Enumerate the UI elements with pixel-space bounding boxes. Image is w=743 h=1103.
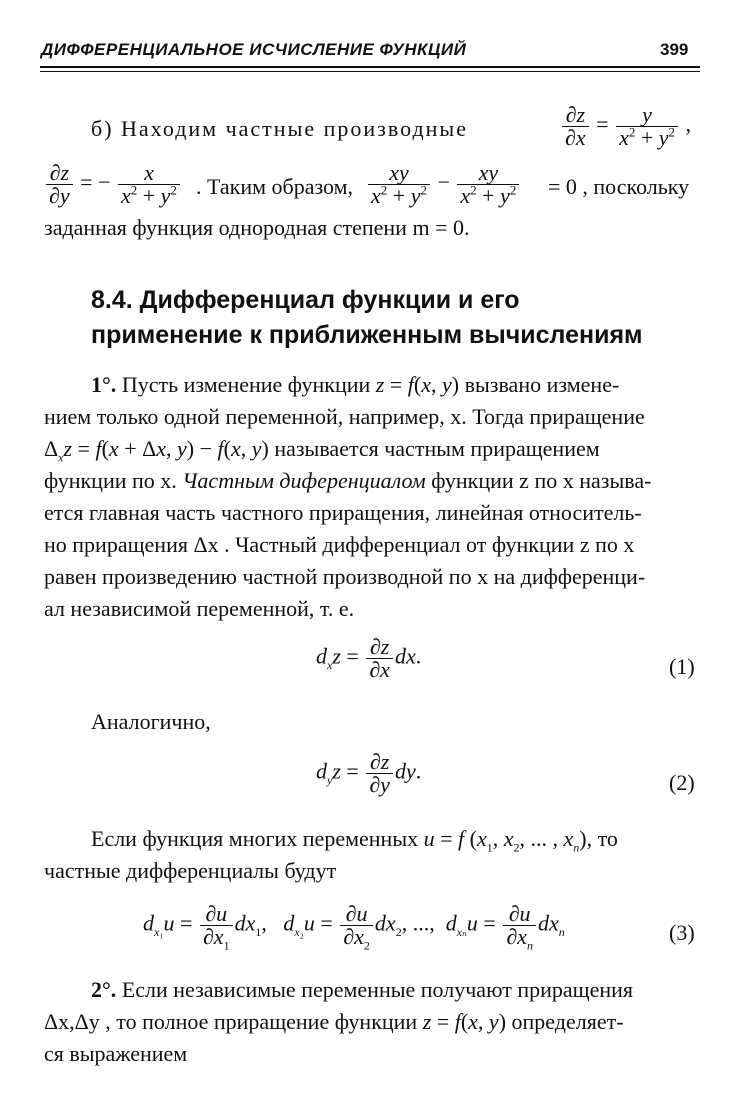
section-title-line2: применение к приближенным вычислениям [91, 321, 643, 349]
part-b-line3: заданная функция однородная степени m = 0. [44, 215, 470, 240]
equation-1-number: (1) [669, 654, 695, 679]
header-rule-thin [40, 71, 700, 72]
term-partial-differential: Частным диференциалом [182, 468, 426, 493]
formula-dz-dx: $\frac{\partial z}{\partial x}$ = $\frac{y}{x^2 + y^2}$ , [560, 104, 691, 149]
section-title-line1: 8.4. Дифференциал функции и его [91, 286, 520, 314]
p1-line1: 1°. Пусть изменение функции z = f(x, y) вызвано измене- [91, 372, 620, 397]
item-marker-2: 2°. [91, 977, 117, 1002]
page-number: 399 [660, 40, 689, 59]
p3-line2: частные дифференциалы будут [44, 858, 337, 883]
formula-dz-dy: $\frac{\partial z}{\partial y}$ = − $\frac{x}{x^2 + y^2}$ [44, 162, 182, 207]
p1-line3: $\Delta_xz = f(x + \Delta x$, y) − f(x, y) называется частным приращением [44, 436, 600, 465]
p4-line1: 2°. Если независимые переменные получают приращения [91, 977, 634, 1002]
p4-line3: ся выражением [44, 1041, 188, 1066]
equation-2: $d_yz$ = $\frac{\partial z}{\partial y}$ dy. [316, 749, 422, 797]
header-rule-thick [40, 66, 700, 68]
text-thus: . Таким образом, [196, 174, 354, 199]
equation-1: $d_xz$ = $\frac{\partial z}{\partial x}$ dx. [316, 634, 422, 682]
p1-line2: нием только одной переменной, например, x. Тогда приращение [44, 404, 645, 429]
p1-line4: функции по x. Частным диференциалом функции z по x называ- [44, 468, 652, 493]
equation-2-number: (2) [669, 770, 695, 795]
p1-line6: но приращения Δx . Частный дифференциал от функции z по x [44, 532, 635, 557]
p3-line1: Если функция многих переменных u = f ($x_1$, $x_2$, ... , $x_n$), то [91, 826, 618, 855]
equation-3: $d_{x_1}u$ = $\frac{\partial u}{\partial x_1}$ $dx_1$, $d_{x_2}u$ = $\frac{\partial u}{\partial x_2}$ $dx_2$, ..., $d_{x_n}u$ = $\frac{\partial u}{\partial x_n}$ $dx_n$ [143, 901, 565, 953]
text-eq-zero: = 0 , поскольку [548, 174, 690, 199]
running-title: ДИФФЕРЕНЦИАЛЬНОЕ ИСЧИСЛЕНИЕ ФУНКЦИЙ [41, 40, 467, 59]
p4-line2: Δx,Δy , то полное приращение функции z = f(x, y) определяет- [44, 1009, 624, 1034]
formula-difference: $\frac{xy}{x^2 + y^2}$ − $\frac{xy}{x^2 + y^2}$ [366, 162, 521, 207]
part-b-intro: б) Находим частные производные [91, 116, 468, 141]
p1-line5: ется главная часть частного приращения, линейная относитель- [44, 500, 642, 525]
analogously-text: Аналогично, [91, 709, 211, 734]
p1-line7: равен произведению частной производной по x на дифференци- [44, 564, 646, 589]
p1-line8: ал независимой переменной, т. е. [44, 596, 355, 621]
equation-3-number: (3) [669, 920, 695, 945]
item-marker-1: 1°. [91, 372, 117, 397]
